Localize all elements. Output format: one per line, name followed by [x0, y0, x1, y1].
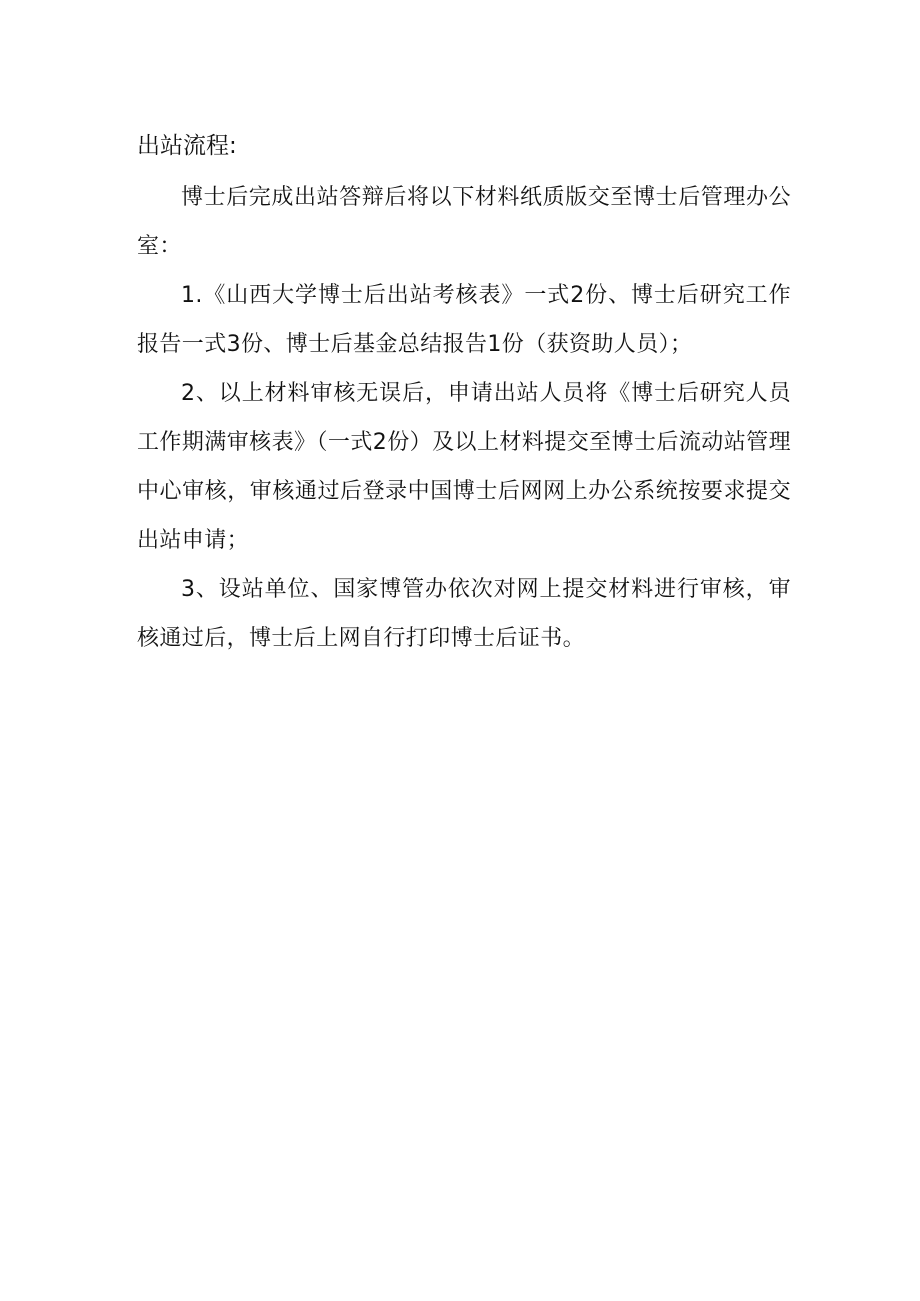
intro-paragraph: 博士后完成出站答辩后将以下材料纸质版交至博士后管理办公室： — [137, 185, 791, 259]
step-2-paragraph: 2、以上材料审核无误后，申请出站人员将《博士后研究人员工作期满审核表》（一式2份）及以上材料提交至博士后流动站管理中心审核，审核通过后登录中国博士后网网上办公系统按要求提交出站申请； — [137, 381, 791, 553]
section-heading: 出站流程: — [137, 133, 237, 159]
step-1-paragraph: 1.《山西大学博士后出站考核表》一式2份、博士后研究工作报告一式3份、博士后基金总结报告1份（获资助人员）； — [137, 283, 791, 357]
step-3-paragraph: 3、设站单位、国家博管办依次对网上提交材料进行审核，审核通过后，博士后上网自行打印博士后证书。 — [137, 577, 791, 651]
document-body — [137, 124, 791, 663]
